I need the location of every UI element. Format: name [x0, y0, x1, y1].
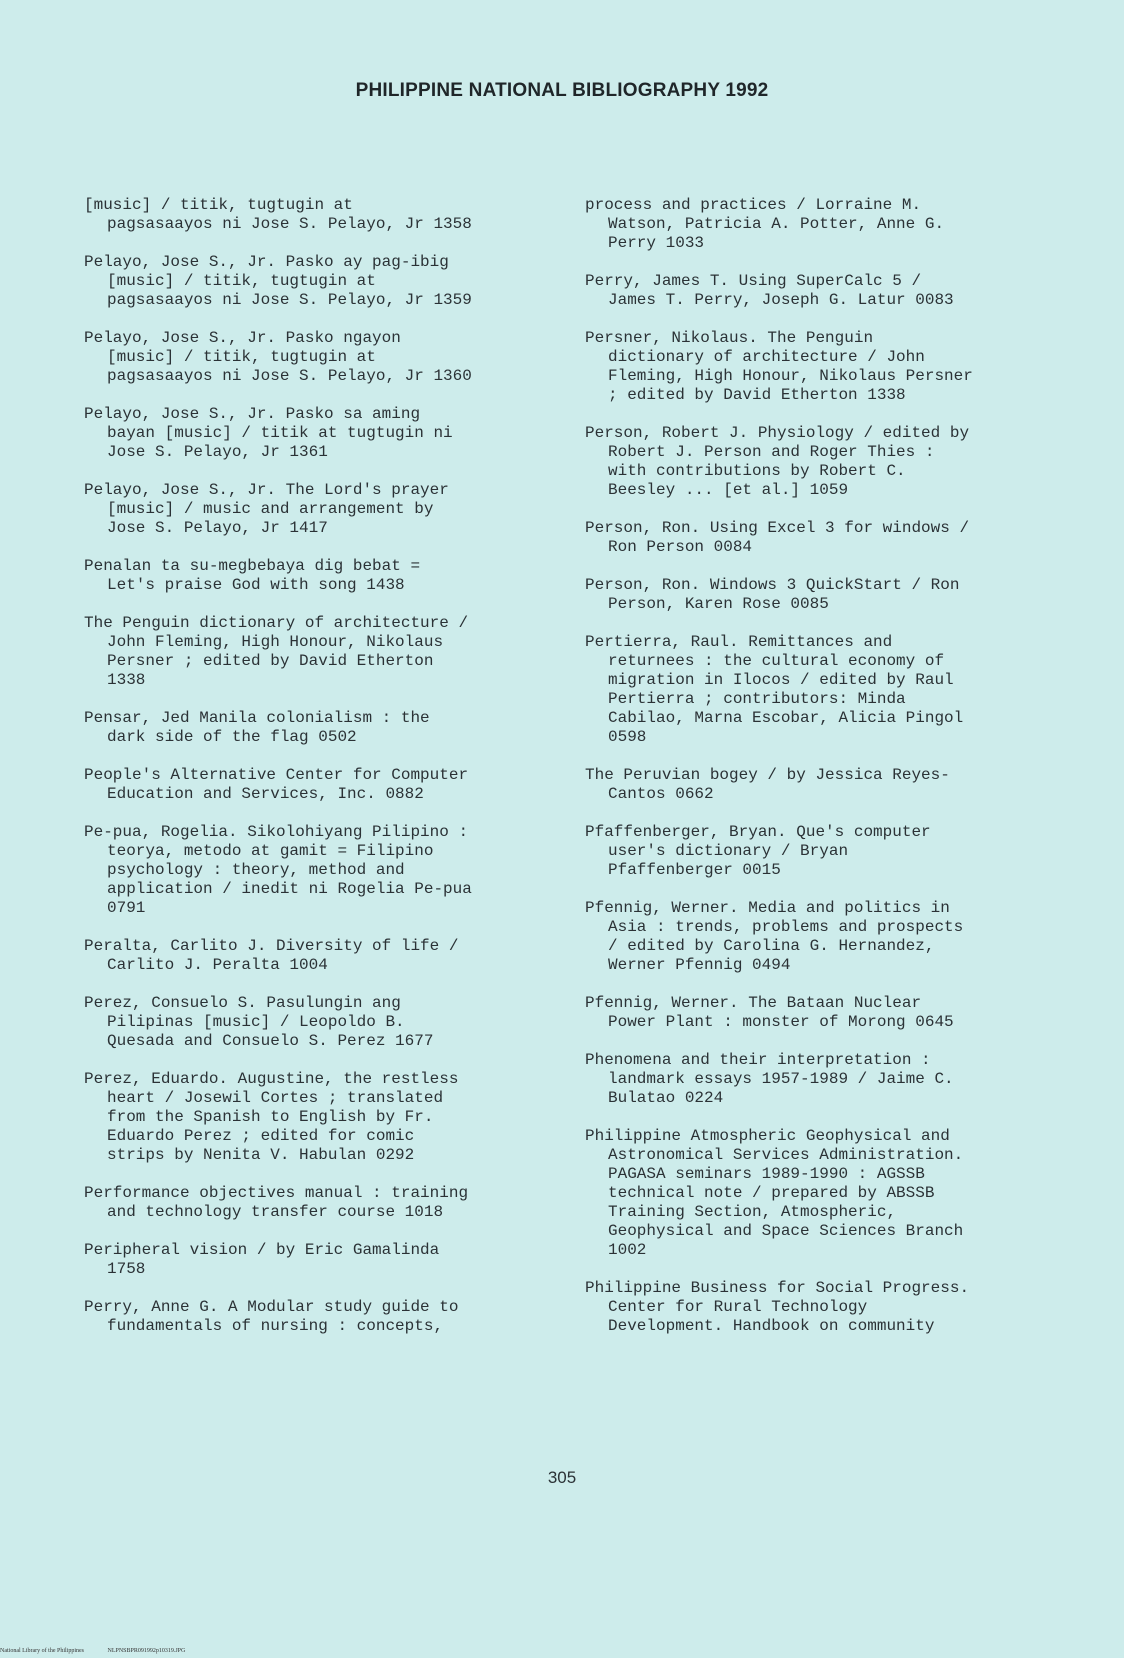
bibliography-entry: Pfennig, Werner. The Bataan Nuclear Power Plant : monster of Morong 0645 — [585, 994, 954, 1031]
right-column — [585, 196, 1055, 1355]
bibliography-entry: Pe-pua, Rogelia. Sikolohiyang Pilipino : teorya, metodo at gamit = Filipino psychology : theory, method and application / inedit ni Rogelia Pe-pua 0791 — [84, 823, 472, 917]
footer-credit: National Library of the Philippines — [0, 1648, 84, 1654]
footer-file: NLPNSBPR091992p10319.JPG — [107, 1648, 186, 1654]
bibliography-entry: Pfaffenberger, Bryan. Que's computer user's dictionary / Bryan Pfaffenberger 0015 — [585, 823, 931, 879]
bibliography-entry: Perry, James T. Using SuperCalc 5 / James T. Perry, Joseph G. Latur 0083 — [585, 272, 954, 309]
bibliography-entry: Pensar, Jed Manila colonialism : the dark side of the flag 0502 — [84, 709, 430, 746]
page-number: 305 — [547, 1468, 577, 1487]
bibliography-entry: Pfennig, Werner. Media and politics in Asia : trends, problems and prospects / edited by Carolina G. Hernandez, Werner Pfennig 0494 — [585, 899, 964, 974]
bibliography-entry: The Peruvian bogey / by Jessica Reyes- Cantos 0662 — [585, 766, 950, 803]
bibliography-entry: People's Alternative Center for Computer Education and Services, Inc. 0882 — [84, 766, 469, 803]
left-column — [84, 196, 554, 1355]
bibliography-entry: Phenomena and their interpretation : landmark essays 1957-1989 / Jaime C. Bulatao 0224 — [585, 1051, 954, 1107]
scan-footer — [0, 1648, 207, 1654]
bibliography-entry: Pelayo, Jose S., Jr. Pasko ngayon [music] / titik, tugtugin at pagsasaayos ni Jose S. Pelayo, Jr 1360 — [84, 329, 472, 385]
bibliography-entry: Perez, Consuelo S. Pasulungin ang Pilipinas [music] / Leopoldo B. Quesada and Consuelo S. Perez 1677 — [84, 994, 434, 1050]
bibliography-entry: Peralta, Carlito J. Diversity of life / Carlito J. Peralta 1004 — [84, 937, 459, 974]
bibliography-entry: Penalan ta su-megbebaya dig bebat = Let's praise God with song 1438 — [84, 557, 421, 594]
bibliography-entry: Perez, Eduardo. Augustine, the restless heart / Josewil Cortes ; translated from the Spanish to English by Fr. Eduardo Perez ; edited for comic strips by Nenita V. Habulan 0292 — [84, 1070, 459, 1164]
bibliography-entry: Pelayo, Jose S., Jr. The Lord's prayer [music] / music and arrangement by Jose S. Pelayo, Jr 1417 — [84, 481, 449, 537]
bibliography-entry: Person, Ron. Using Excel 3 for windows / Ron Person 0084 — [585, 519, 970, 556]
bibliography-entry: process and practices / Lorraine M. Watson, Patricia A. Potter, Anne G. Perry 1033 — [585, 196, 945, 252]
bibliography-entry: Perry, Anne G. A Modular study guide to fundamentals of nursing : concepts, — [84, 1298, 459, 1335]
bibliography-entry: [music] / titik, tugtugin at pagsasaayos ni Jose S. Pelayo, Jr 1358 — [84, 196, 472, 233]
page-heading: PHILIPPINE NATIONAL BIBLIOGRAPHY 1992 — [355, 80, 769, 101]
bibliography-entry: Philippine Atmospheric Geophysical and Astronomical Services Administration. PAGASA seminars 1989-1990 : AGSSB technical note / prepared by ABSSB Training Section, Atmospheric, Geophysical and Space Sciences Branch 1002 — [585, 1127, 964, 1259]
bibliography-entry: Persner, Nikolaus. The Penguin dictionary of architecture / John Fleming, High Honour, Nikolaus Persner ; edited by David Etherton 1338 — [585, 329, 973, 404]
bibliography-entry: Performance objectives manual : training and technology transfer course 1018 — [84, 1184, 469, 1221]
bibliography-entry: Pertierra, Raul. Remittances and returnees : the cultural economy of migration in Ilocos / edited by Raul Pertierra ; contributors: Minda Cabilao, Marna Escobar, Alicia Pingol 0598 — [585, 633, 964, 746]
bibliography-entry: Peripheral vision / by Eric Gamalinda 1758 — [84, 1241, 440, 1278]
bibliography-entry: Pelayo, Jose S., Jr. Pasko sa aming bayan [music] / titik at tugtugin ni Jose S. Pelayo, Jr 1361 — [84, 405, 453, 461]
bibliography-entry: Philippine Business for Social Progress. Center for Rural Technology Development. Handbook on community — [585, 1279, 970, 1335]
bibliography-entry: The Penguin dictionary of architecture / John Fleming, High Honour, Nikolaus Persner ; edited by David Etherton 1338 — [84, 614, 469, 689]
bibliography-entry: Person, Robert J. Physiology / edited by Robert J. Person and Roger Thies : with contributions by Robert C. Beesley ... [et al.] 1059 — [585, 424, 970, 499]
bibliography-entry: Pelayo, Jose S., Jr. Pasko ay pag-ibig [music] / titik, tugtugin at pagsasaayos ni Jose S. Pelayo, Jr 1359 — [84, 253, 472, 309]
bibliography-entry: Person, Ron. Windows 3 QuickStart / Ron Person, Karen Rose 0085 — [585, 576, 960, 613]
